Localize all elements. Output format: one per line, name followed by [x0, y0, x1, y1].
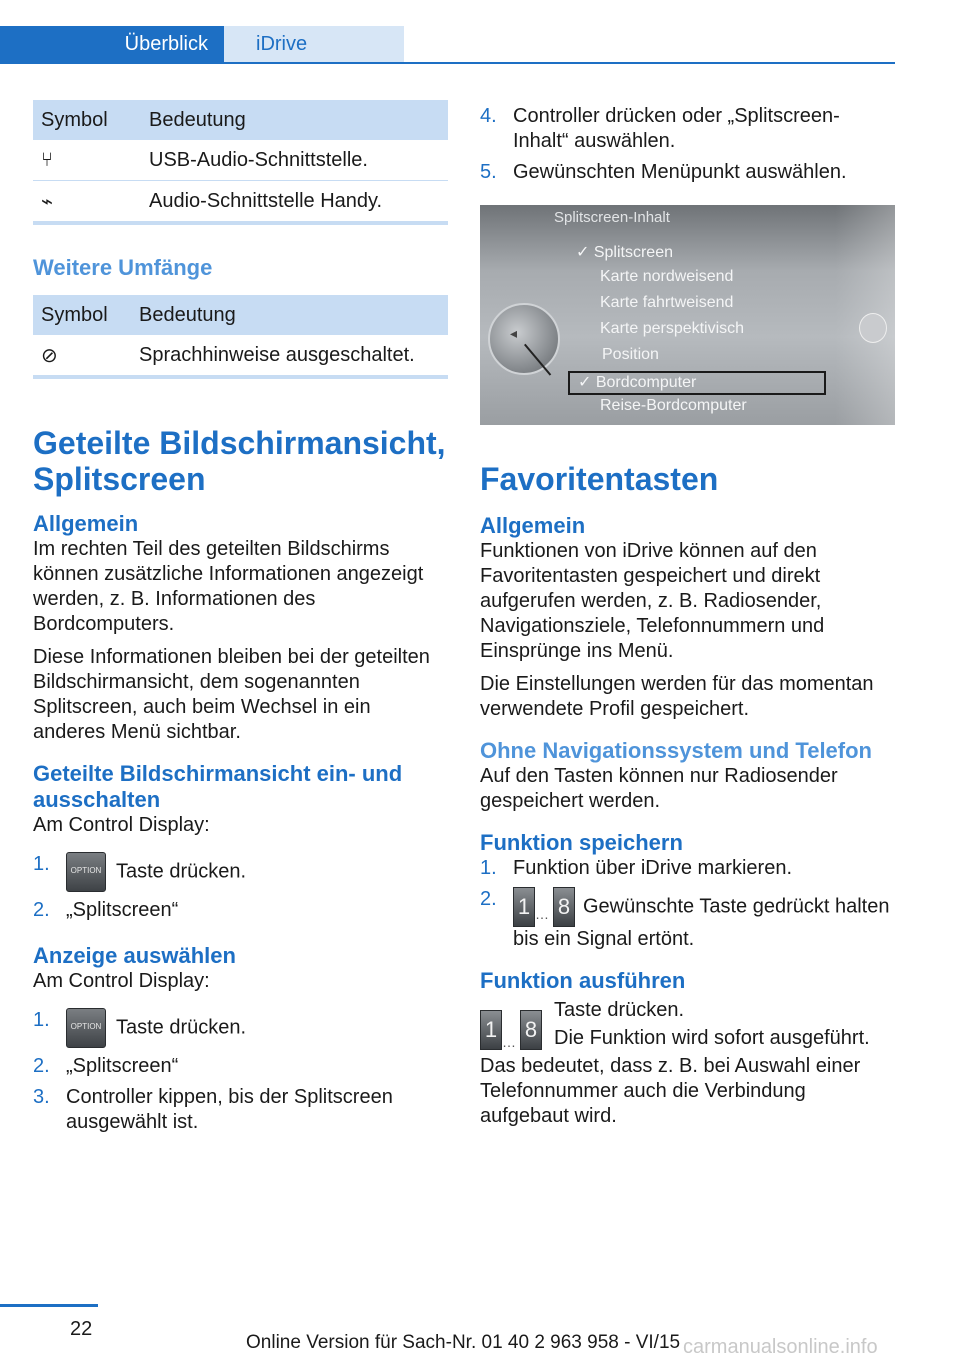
watermark: carmanualsonline.info: [683, 1336, 878, 1358]
usb-icon: ⑂: [41, 148, 53, 171]
subheading-ausfuehren: Funktion ausführen: [480, 968, 686, 993]
paragraph: Funktionen von iDrive können auf den Favoritentasten gespeichert und direkt aufgerufen werden, z. B. Radiosender, Navigationsziele, Telefonnummern und Einsprünge ins Menü.: [480, 540, 825, 662]
footer-rule: [0, 1304, 98, 1307]
screen-menu-item: Karte nordweisend: [600, 268, 734, 285]
tab-ueberblick[interactable]: [0, 26, 224, 62]
screen-menu-item: Karte fahrtweisend: [600, 294, 734, 311]
tab-idrive-label: iDrive: [256, 33, 308, 55]
left-column: [33, 100, 448, 1141]
symbol-table-weitere: [33, 295, 448, 379]
screen-menu-item: Position: [602, 346, 659, 363]
table-row: [33, 335, 448, 377]
list-item: 3. Controller kippen, bis der Splitscreen ausgewählt ist.: [33, 1086, 393, 1133]
steps-speichern: [480, 856, 895, 952]
symbol-table-audio: [33, 100, 448, 225]
table-cell-meaning: Sprachhinweise ausgeschaltet.: [131, 335, 448, 377]
list-item: 2. „Splitscreen“: [33, 899, 179, 921]
option-button-icon: OPTION: [66, 852, 106, 892]
subheading-speichern: Funktion speichern: [480, 830, 683, 855]
steps-anzeige: [33, 1008, 448, 1135]
online-version: Online Version für Sach-Nr. 01 40 2 963 958 - VI/15: [246, 1332, 681, 1353]
list-item: 1. OPTION Taste drücken.: [33, 852, 448, 892]
right-column: [480, 104, 895, 1137]
table-row: [33, 181, 448, 224]
paragraph: Taste drücken.: [554, 999, 685, 1021]
paragraph: Im rechten Teil des geteilten Bildschirms können zusätzliche Informationen angezeigt werden, z. B. Informationen des Bordcomputers.: [33, 538, 424, 635]
table-row: [33, 140, 448, 181]
table-header-symbol: Symbol: [33, 100, 141, 140]
screen-menu-item: ✓ Splitscreen: [576, 244, 673, 261]
table-cell-meaning: USB-Audio-Schnittstelle.: [141, 140, 448, 181]
screen-menu-item: Karte perspektivisch: [600, 320, 745, 337]
header-tabbar: [0, 26, 895, 64]
steps-continued: [480, 104, 895, 185]
section-title-weitere: Weitere Umfänge: [33, 255, 213, 280]
paragraph: Am Control Display:: [33, 970, 210, 992]
subheading-allgemein: Allgemein: [33, 511, 139, 536]
subheading-allgemein: Allgemein: [480, 513, 586, 538]
paragraph: Das bedeutet, dass z. B. bei Auswahl einer Telefonnummer auch die Verbindung aufgebaut wird.: [480, 1055, 861, 1127]
steps-onoff: [33, 852, 448, 923]
table-header-symbol: Symbol: [33, 295, 131, 335]
table-cell-meaning: Audio-Schnittstelle Handy.: [141, 181, 448, 224]
subheading-onoff: Geteilte Bildschirmansicht ein- und ausschalten: [33, 761, 403, 812]
subheading-ohne: Ohne Navigationssystem und Telefon: [480, 738, 872, 763]
list-item: 5. Gewünschten Menüpunkt auswählen.: [480, 161, 847, 183]
tab-idrive[interactable]: [224, 26, 404, 62]
paragraph: Am Control Display:: [33, 814, 210, 836]
screen-menu-icon: [859, 313, 887, 343]
voice-off-icon: ⊘: [41, 344, 58, 367]
tab-ueberblick-label: Überblick: [124, 33, 208, 55]
subheading-anzeige: Anzeige auswählen: [33, 943, 236, 968]
screen-menu-item: Reise-Bordcomputer: [600, 397, 747, 414]
paragraph: Die Einstellungen werden für das momentan verwendete Profil gespeichert.: [480, 673, 874, 720]
list-item: 4. Controller drücken oder „Splitscreen-Inhalt“ auswählen.: [480, 105, 840, 152]
list-item: 2. „Splitscreen“: [33, 1055, 179, 1077]
table-header-bedeutung: Bedeutung: [141, 100, 448, 140]
arrow-left-icon: ◂: [510, 325, 518, 341]
favorite-keys-icon: 1 … 8: [480, 1010, 542, 1050]
phone-audio-icon: ⌁: [41, 190, 54, 213]
favorite-keys-icon: 1 … 8: [513, 887, 575, 927]
section-title-splitscreen: Geteilte Bildschirmansicht, Splitscreen: [33, 425, 446, 497]
screen-menu-item: ✓ Bordcomputer: [578, 374, 697, 391]
list-item: 2. 1 … 8 Gewünschte Taste gedrückt halten bis ein Signal ertönt.: [480, 888, 890, 950]
paragraph: Auf den Tasten können nur Radiosender gespeichert werden.: [480, 765, 838, 812]
section-title-favoriten: Favoritentasten: [480, 461, 719, 497]
ausfuehren-block: [480, 998, 895, 1054]
screen-title: Splitscreen-Inhalt: [554, 209, 670, 226]
paragraph: Die Funktion wird sofort ausgeführt.: [554, 1027, 870, 1049]
list-item: 1. OPTION Taste drücken.: [33, 1008, 448, 1048]
option-button-icon: OPTION: [66, 1008, 106, 1048]
list-item: 1. Funktion über iDrive markieren.: [480, 857, 792, 879]
splitscreen-display-image: [480, 205, 895, 425]
paragraph: Diese Informationen bleiben bei der geteilten Bildschirmansicht, dem sogenannten Splitscreen, auch beim Wechsel in ein anderes Menü sichtbar.: [33, 646, 430, 743]
table-header-bedeutung: Bedeutung: [131, 295, 448, 335]
page-number: 22: [70, 1318, 93, 1340]
